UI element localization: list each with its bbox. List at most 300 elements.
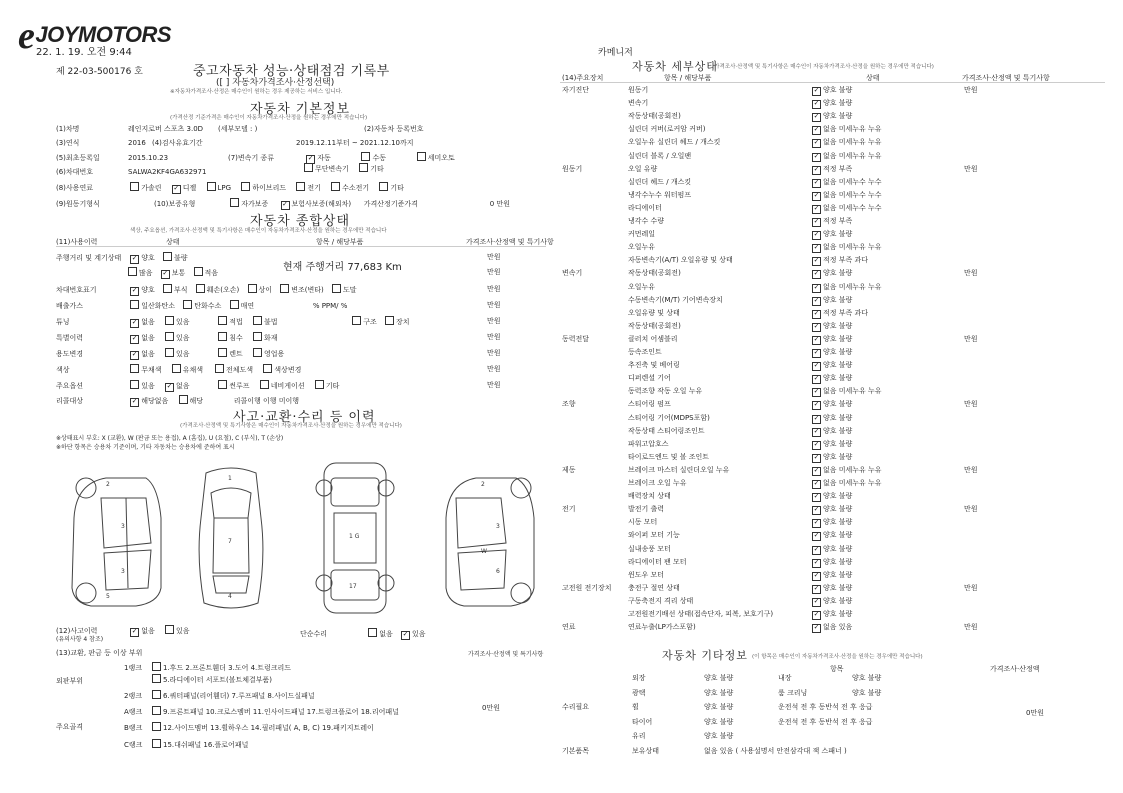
options-price: 만원	[487, 381, 501, 389]
emission-price: 만원	[487, 301, 501, 309]
fuel-hybrid-checkbox[interactable]	[241, 182, 250, 191]
detail-status-options: 양호 불량	[823, 295, 853, 304]
special-yes-checkbox[interactable]	[165, 332, 174, 341]
detail-status[interactable]	[812, 190, 882, 201]
detail-group-label: 제동	[562, 465, 576, 474]
other-title: 자동차 기타정보	[662, 649, 748, 662]
other-note: (이 항목은 매수인이 자동차가격조사·산정을 원하는 경우에만 적습니다)	[752, 654, 923, 660]
car-diagram	[66, 458, 556, 618]
detail-status-checkbox[interactable]	[812, 310, 821, 319]
special-fire-checkbox[interactable]	[253, 332, 262, 341]
options-navi-checkbox[interactable]	[260, 380, 269, 389]
detail-status-options: 적정 부족	[823, 164, 853, 173]
detail-status-options: 양호 불량	[823, 86, 853, 94]
detail-status[interactable]	[812, 583, 852, 594]
detail-item-label: 스티어링 펌프	[628, 400, 671, 409]
rankA-checkbox[interactable]	[152, 706, 161, 715]
svg-text:1 G: 1 G	[349, 533, 360, 540]
row-model: (1)차명 레인지로버 스포츠 3.0D (세부모델 : ) (2)자동차 등록번호	[56, 125, 424, 133]
vin-rust-checkbox[interactable]	[163, 284, 172, 293]
detail-item-label: 냉각수누수 워터펌프	[628, 190, 692, 199]
svg-text:4: 4	[228, 593, 232, 600]
detail-status-checkbox[interactable]	[812, 532, 821, 541]
parts-price: 0만원	[482, 704, 500, 712]
parts-header: (13)교환, 판금 등 이상 부위	[56, 649, 143, 657]
mileage-price: 만원	[487, 268, 501, 276]
detail-status-options: 양호 불량	[823, 596, 853, 605]
detail-status-options: 양호 불량	[823, 583, 853, 592]
tuning-row: 튜닝 ✓ 없음 있음 적법 불법 구조 장치	[56, 316, 410, 328]
detail-status-checkbox[interactable]	[812, 480, 821, 489]
vin-price: 만원	[487, 285, 501, 293]
detail-status-options: 양호 불량	[823, 557, 853, 566]
special-history-row: 특별이력 ✓ 없음 있음 침수 화재	[56, 332, 278, 344]
detail-status[interactable]	[812, 124, 882, 135]
detail-item-label: 냉각수 수량	[628, 217, 665, 225]
detail-status-options: 양호 불량	[823, 321, 853, 330]
options-none-checkbox[interactable]	[165, 383, 174, 392]
odometer-row: 주행거리 및 계기상태 ✓ 양호 불량	[56, 252, 188, 264]
detail-group-label: 동력전달	[562, 334, 590, 343]
detail-status-checkbox[interactable]	[812, 218, 821, 227]
detail-status[interactable]	[812, 85, 852, 96]
detail-status-options: 양호 불량	[823, 544, 853, 553]
detail-status-options: 양호 불량	[823, 426, 853, 435]
usage-none-checkbox[interactable]	[130, 351, 139, 360]
detail-group-label: 전기	[562, 505, 576, 514]
detail-status[interactable]	[812, 308, 868, 319]
detail-status-checkbox[interactable]	[812, 388, 821, 397]
detail-status-options: 양호 불량	[823, 348, 853, 356]
detail-status-checkbox[interactable]	[812, 559, 821, 568]
fuel-lpg-checkbox[interactable]	[207, 182, 216, 191]
detail-item-label: 배력장치 상태	[628, 492, 671, 501]
print-timestamp: 22. 1. 19. 오전 9:44	[36, 47, 132, 58]
overall-title: 자동차 종합상태	[250, 214, 351, 229]
fuel-diesel-checkbox[interactable]	[172, 185, 181, 194]
special-none-checkbox[interactable]	[130, 335, 139, 344]
vin-mismatch-checkbox[interactable]	[248, 284, 257, 293]
fuel-electric-checkbox[interactable]	[296, 182, 305, 191]
other-item2-label: 운전석 전 후 동반석 전 후 응급	[778, 717, 873, 726]
color-chromatic-checkbox[interactable]	[172, 364, 181, 373]
detail-status[interactable]	[812, 570, 852, 581]
detail-item-label: 실린더 블록 / 오일팬	[628, 151, 692, 160]
detail-status-checkbox[interactable]	[812, 362, 821, 371]
detail-status-checkbox[interactable]	[812, 166, 821, 175]
detail-status[interactable]	[812, 216, 852, 227]
detail-status[interactable]	[812, 229, 852, 240]
divider	[560, 82, 1105, 83]
other-item2-label: 운전석 전 후 동반석 전 후 응급	[778, 703, 873, 711]
other-price: 0만원	[1026, 709, 1044, 717]
detail-status-options: 적정 부족 과다	[823, 308, 869, 317]
tuning-legal-checkbox[interactable]	[218, 316, 227, 325]
detail-status[interactable]	[812, 360, 852, 371]
rank1b-row: 5.라디에이터 서포트(볼트체결부품)	[152, 674, 272, 685]
detail-status[interactable]	[812, 622, 852, 633]
detail-status[interactable]	[812, 137, 882, 148]
detail-status[interactable]	[812, 544, 852, 555]
detail-price: 만원	[964, 164, 978, 173]
detail-status-options: 양호 불량	[823, 112, 853, 121]
svg-text:6: 6	[496, 568, 500, 575]
detail-item-label: 클러치 어셈블리	[628, 334, 678, 343]
detail-status-options: 없음 있음	[823, 623, 853, 632]
detail-status[interactable]	[812, 517, 852, 528]
other-item-label: 휠	[632, 703, 639, 711]
accident-none-checkbox[interactable]	[130, 628, 139, 637]
detail-status[interactable]	[812, 347, 852, 358]
detail-status[interactable]	[812, 321, 852, 332]
detail-item-label: 연료누출(LP가스포함)	[628, 623, 696, 632]
recall-yes-checkbox[interactable]	[179, 395, 188, 404]
company-logo: eJOYMOTORS	[18, 15, 172, 57]
detail-status-options: 없음 미세누유 누유	[823, 138, 882, 147]
other-item-status: 양호 불량	[704, 674, 734, 682]
detail-status-options: 없음 미세누수 누수	[823, 177, 882, 186]
detail-status[interactable]	[812, 478, 882, 489]
detail-status-options: 없음 미세누수 누수	[823, 203, 882, 212]
detail-price: 만원	[964, 269, 978, 278]
detail-status[interactable]	[812, 596, 852, 607]
tuning-structure-checkbox[interactable]	[352, 316, 361, 325]
overall-note: 색상, 주요옵션, 가격조사·산정액 및 특기사항은 매수인이 자동차가격조사·산정을 원하는 경우에만 적습니다	[130, 228, 387, 234]
detail-status-checkbox[interactable]	[812, 113, 821, 122]
detail-status-checkbox[interactable]	[812, 454, 821, 463]
detail-item-label: 오일누유	[628, 282, 656, 291]
row-fuel: (8)사용연료 가솔린 ✓ 디젤 LPG 하이브리드 전기 수소전기 기타	[56, 182, 404, 194]
detail-status-checkbox[interactable]	[812, 100, 821, 109]
warranty-insurance-checkbox[interactable]	[281, 201, 290, 210]
svg-text:3: 3	[121, 523, 125, 530]
detail-status[interactable]	[812, 151, 882, 162]
color-price: 만원	[487, 365, 501, 373]
detail-status-checkbox[interactable]	[812, 467, 821, 476]
emission-hc-checkbox[interactable]	[183, 300, 192, 309]
detail-item-label: 변속기	[628, 99, 649, 108]
tuning-none-checkbox[interactable]	[130, 319, 139, 328]
detail-status-options: 양호 불량	[823, 505, 853, 514]
detail-status-checkbox[interactable]	[812, 546, 821, 555]
basic-info-title: 자동차 기본정보	[250, 102, 351, 117]
detail-status[interactable]	[812, 177, 882, 188]
detail-status[interactable]	[812, 164, 852, 175]
options-row: 주요옵션 있음 ✓ 없음 썬루프 네비게이션 기타	[56, 380, 339, 392]
trans-cvt-checkbox[interactable]	[304, 163, 313, 172]
options-yes-checkbox[interactable]	[130, 380, 139, 389]
detail-status[interactable]	[812, 439, 852, 450]
detail-item-label: 오일누유 실린더 헤드 / 개스킷	[628, 138, 721, 147]
detail-item-label: 시동 모터	[628, 518, 658, 527]
detail-item-label: 등속조인트	[628, 348, 662, 356]
detail-status[interactable]	[812, 557, 852, 568]
detail-status[interactable]	[812, 491, 852, 502]
detail-status-checkbox[interactable]	[812, 87, 821, 96]
detail-item-label: 수동변속기(M/T) 기어변속장치	[628, 295, 723, 304]
detail-price: 만원	[964, 623, 978, 632]
detail-status[interactable]	[812, 426, 852, 437]
detail-status[interactable]	[812, 295, 852, 306]
svg-text:17: 17	[349, 583, 357, 590]
detail-status-checkbox[interactable]	[812, 205, 821, 214]
camera-label: 카메니저	[598, 48, 633, 58]
detail-status-checkbox[interactable]	[812, 428, 821, 437]
detail-group-label: 변속기	[562, 269, 583, 278]
tuning-yes-checkbox[interactable]	[165, 316, 174, 325]
detail-item-label: 고전원전기배선 상태(접속단자, 피복, 보호기구)	[628, 610, 774, 618]
detail-item-label: 파워고압호스	[628, 439, 669, 448]
detail-status-options: 양호 불량	[823, 492, 853, 501]
rankC-checkbox[interactable]	[152, 739, 161, 748]
detail-item-label: 구동축전지 격리 상태	[628, 596, 694, 605]
detail-status[interactable]	[812, 609, 852, 620]
detail-status-options: 양호 불량	[823, 518, 853, 527]
color-achromatic-checkbox[interactable]	[130, 364, 139, 373]
mileage-normal-checkbox[interactable]	[161, 270, 170, 279]
other-headers: 항목 가격조사·산정액	[830, 665, 1040, 673]
detail-status[interactable]	[812, 98, 852, 109]
special-flood-checkbox[interactable]	[218, 332, 227, 341]
detail-status[interactable]	[812, 268, 852, 279]
options-other-checkbox[interactable]	[315, 380, 324, 389]
svg-text:2: 2	[481, 481, 485, 488]
simple-repair-row: 단순수리 없음 ✓ 있음	[300, 628, 426, 640]
tuning-price: 만원	[487, 317, 501, 325]
repair-none-checkbox[interactable]	[368, 628, 377, 637]
rank2-checkbox[interactable]	[152, 690, 161, 699]
other-group-label: 수리필요	[562, 703, 590, 711]
detail-status-options: 없음 미세누유 누유	[823, 151, 882, 160]
detail-status[interactable]	[812, 242, 882, 253]
detail-status[interactable]	[812, 255, 868, 266]
detail-status-checkbox[interactable]	[812, 297, 821, 306]
detail-status-checkbox[interactable]	[812, 624, 821, 633]
svg-text:5: 5	[106, 593, 110, 600]
svg-text:2: 2	[106, 481, 110, 488]
detail-status[interactable]	[812, 203, 882, 214]
detail-status-options: 없음 미세누유 누유	[823, 125, 882, 134]
detail-status[interactable]	[812, 111, 852, 122]
detail-item-label: 윈도우 모터	[628, 570, 665, 579]
color-change-checkbox[interactable]	[263, 364, 272, 373]
rankC-row: C랭크 15.대쉬패널 16.플로어패널	[124, 741, 249, 749]
emission-co-checkbox[interactable]	[130, 300, 139, 309]
detail-status-checkbox[interactable]	[812, 284, 821, 293]
row-vin: (6)차대번호 SALWA2KF4GA632971	[56, 168, 207, 176]
detail-status-checkbox[interactable]	[812, 585, 821, 594]
detail-status-checkbox[interactable]	[812, 401, 821, 410]
rankB-checkbox[interactable]	[152, 722, 161, 731]
detail-status-options: 양호 불량	[823, 570, 853, 579]
detail-status[interactable]	[812, 452, 852, 463]
rank1b-checkbox[interactable]	[152, 674, 161, 683]
detail-status-checkbox[interactable]	[812, 611, 821, 620]
rankB-row: B랭크 12.사이드멤버 13.휠하우스 14.필러패널( A, B, C) 19.패키지트레이	[124, 724, 374, 732]
special-price: 만원	[487, 333, 501, 341]
accident-note: (가격조사·산정액 및 특기사항은 매수인이 자동차가격조사·산정을 원하는 경우에만 적습니다)	[180, 423, 402, 429]
detail-status[interactable]	[812, 282, 882, 293]
detail-status-checkbox[interactable]	[812, 179, 821, 188]
rank1-checkbox[interactable]	[152, 662, 161, 671]
basic-info-note: (가격산정 기준가격은 매수인이 자동차가격조사·산정을 원하는 경우에만 적습니다)	[170, 115, 368, 121]
trans-semiauto-checkbox[interactable]	[417, 152, 426, 161]
detail-status-options: 적정 부족 과다	[823, 256, 869, 265]
detail-status-checkbox[interactable]	[812, 375, 821, 384]
emission-smoke-checkbox[interactable]	[230, 300, 239, 309]
detail-status-checkbox[interactable]	[812, 493, 821, 502]
detail-item-label: 작동상태(공회전)	[628, 269, 681, 278]
symbol-legend-2: ※하단 항목은 승용차 기준이며, 기타 자동차는 승용차에 준하여 표시	[56, 444, 235, 451]
detail-price: 만원	[964, 505, 978, 514]
other-item-label: 유리	[632, 732, 646, 740]
usage-rent-checkbox[interactable]	[218, 348, 227, 357]
detail-item-label: 커먼레일	[628, 230, 656, 239]
detail-item-label: 와이퍼 모터 기능	[628, 531, 680, 540]
detail-status[interactable]	[812, 413, 852, 424]
document-subtitle: ([ ] 자동차가격조사·산정선택)	[216, 78, 335, 88]
detail-item-label: 충전구 절연 상태	[628, 583, 680, 592]
svg-text:W: W	[481, 548, 487, 555]
vin-painted-checkbox[interactable]	[332, 284, 341, 293]
other-item-status: 양호 불량	[704, 717, 734, 726]
detail-status-checkbox[interactable]	[812, 415, 821, 424]
car-right-view	[446, 478, 534, 606]
other-item-status: 양호 불량	[704, 732, 734, 740]
other-item-label: 타이어	[632, 717, 653, 726]
detail-status-checkbox[interactable]	[812, 519, 821, 528]
detail-status-checkbox[interactable]	[812, 153, 821, 162]
svg-text:1: 1	[228, 475, 232, 482]
detail-status-checkbox[interactable]	[812, 270, 821, 279]
recall-row: 리콜대상 ✓ 해당없음 해당 리콜이행 이행 미이행	[56, 395, 299, 407]
detail-item-label: 발전기 출력	[628, 505, 665, 514]
usage-change-row: 용도변경 ✓ 없음 있음 렌트 영업용	[56, 348, 284, 360]
detail-status-checkbox[interactable]	[812, 139, 821, 148]
tuning-illegal-checkbox[interactable]	[253, 316, 262, 325]
other-item-status: 양호 불량	[704, 703, 734, 711]
detail-status[interactable]	[812, 530, 852, 541]
warranty-self-checkbox[interactable]	[230, 198, 239, 207]
accident-yes-checkbox[interactable]	[165, 625, 174, 634]
detail-status-checkbox[interactable]	[812, 257, 821, 266]
fuel-other-checkbox[interactable]	[379, 182, 388, 191]
detail-item-label: 오일유량 및 상태	[628, 308, 680, 317]
detail-status-options: 적정 부족	[823, 217, 853, 225]
rank1-row: 1랭크 1.후드 2.프론트휀더 3.도어 4.트렁크리드	[124, 664, 292, 672]
odometer-price: 만원	[487, 253, 501, 261]
color-row: 색상 무채색 유채색 전체도색 색상변경	[56, 366, 302, 374]
odometer-bad-checkbox[interactable]	[163, 252, 172, 261]
detail-item-label: 오일누유	[628, 243, 656, 252]
detail-title: 자동차 세부상태	[632, 60, 718, 73]
detail-price: 만원	[964, 465, 978, 474]
detail-group-label: 자기진단	[562, 86, 590, 94]
detail-status-options: 없음 미세누유 누유	[823, 465, 882, 474]
detail-item-label: 작동상태 스티어링조인트	[628, 426, 705, 435]
mileage-low-checkbox[interactable]	[194, 267, 203, 276]
detail-price: 만원	[964, 583, 978, 592]
detail-status[interactable]	[812, 373, 852, 384]
detail-status[interactable]	[812, 399, 852, 410]
detail-item-label: 실린더 커버(로커암 커버)	[628, 125, 706, 134]
color-fullpaint-checkbox[interactable]	[215, 364, 224, 373]
detail-status-checkbox[interactable]	[812, 441, 821, 450]
detail-status[interactable]	[812, 465, 882, 476]
detail-item-label: 실내송풍 모터	[628, 544, 671, 553]
vin-damage-checkbox[interactable]	[196, 284, 205, 293]
detail-status-checkbox[interactable]	[812, 323, 821, 332]
usage-business-checkbox[interactable]	[253, 348, 262, 357]
tuning-device-checkbox[interactable]	[385, 316, 394, 325]
detail-status-options: 양호 불량	[823, 400, 853, 409]
detail-status[interactable]	[812, 386, 882, 397]
recall-none-checkbox[interactable]	[130, 398, 139, 407]
detail-item-label: 브레이크 오일 누유	[628, 479, 687, 487]
fuel-gasoline-checkbox[interactable]	[130, 182, 139, 191]
odometer-good-checkbox[interactable]	[130, 255, 139, 264]
odometer-reading: 현재 주행거리 77,683 Km	[283, 262, 402, 273]
detail-status-checkbox[interactable]	[812, 598, 821, 607]
other-item-label: 외장	[632, 674, 646, 682]
trans-other-checkbox[interactable]	[359, 163, 368, 172]
detail-price: 만원	[964, 334, 978, 343]
detail-status-options: 없음 미세누유 누유	[823, 243, 882, 252]
detail-status[interactable]	[812, 334, 852, 345]
vin-good-checkbox[interactable]	[130, 287, 139, 296]
detail-status-checkbox[interactable]	[812, 506, 821, 515]
options-sunroof-checkbox[interactable]	[218, 380, 227, 389]
repair-yes-checkbox[interactable]	[401, 631, 410, 640]
car-left-view	[72, 478, 161, 606]
detail-status-checkbox[interactable]	[812, 126, 821, 135]
document-number: 제 22-03-500176 호	[56, 67, 143, 77]
fuel-hydrogen-checkbox[interactable]	[331, 182, 340, 191]
accident-history-row: (12)사고이력 ✓ 없음 있음	[56, 625, 190, 637]
detail-status[interactable]	[812, 504, 852, 515]
other-item2-status: 양호 불량	[852, 688, 882, 697]
detail-status-options: 양호 불량	[823, 452, 853, 461]
row-year: (3)연식 2016 (4)검사유효기간 2019.12.11부터 ~ 2021.12.10까지	[56, 139, 414, 147]
detail-status-checkbox[interactable]	[812, 244, 821, 253]
detail-price: 만원	[964, 400, 978, 409]
detail-status-checkbox[interactable]	[812, 231, 821, 240]
vin-mark-row: 차대번호표기 ✓ 양호 부식 훼손(오손) 상이 변조(변타) 도말	[56, 284, 357, 296]
detail-status-checkbox[interactable]	[812, 192, 821, 201]
detail-item-label: 디퍼렌셜 기어	[628, 374, 671, 383]
detail-status-checkbox[interactable]	[812, 349, 821, 358]
mileage-level-row: 많음 ✓ 보통 적음	[128, 267, 218, 279]
detail-item-label: 라디에이터 팬 모터	[628, 557, 687, 566]
rank2-row: 2랭크 6.쿼터패널(리어휀더) 7.루프패널 8.사이드실패널	[124, 692, 315, 700]
detail-status-checkbox[interactable]	[812, 572, 821, 581]
mileage-high-checkbox[interactable]	[128, 267, 137, 276]
other-item-status: 양호 불량	[704, 688, 734, 697]
trans-manual-checkbox[interactable]	[361, 152, 370, 161]
detail-status-options: 없음 미세누유 누유	[823, 387, 882, 396]
detail-item-label: 브레이크 마스터 실린더오일 누유	[628, 465, 730, 474]
detail-price: 만원	[964, 86, 978, 94]
emission-row: 배출가스 일산화탄소 탄화수소 매연 % PPM/ %	[56, 302, 348, 310]
detail-status-options: 양호 불량	[823, 531, 853, 540]
detail-item-label: 추진축 및 베어링	[628, 361, 680, 370]
usage-yes-checkbox[interactable]	[165, 348, 174, 357]
vin-altered-checkbox[interactable]	[280, 284, 289, 293]
detail-status-checkbox[interactable]	[812, 336, 821, 345]
detail-status-options: 없음 미세누유 누유	[823, 282, 882, 291]
svg-text:3: 3	[496, 523, 500, 530]
detail-item-label: 타이로드엔드 및 볼 조인트	[628, 452, 710, 461]
